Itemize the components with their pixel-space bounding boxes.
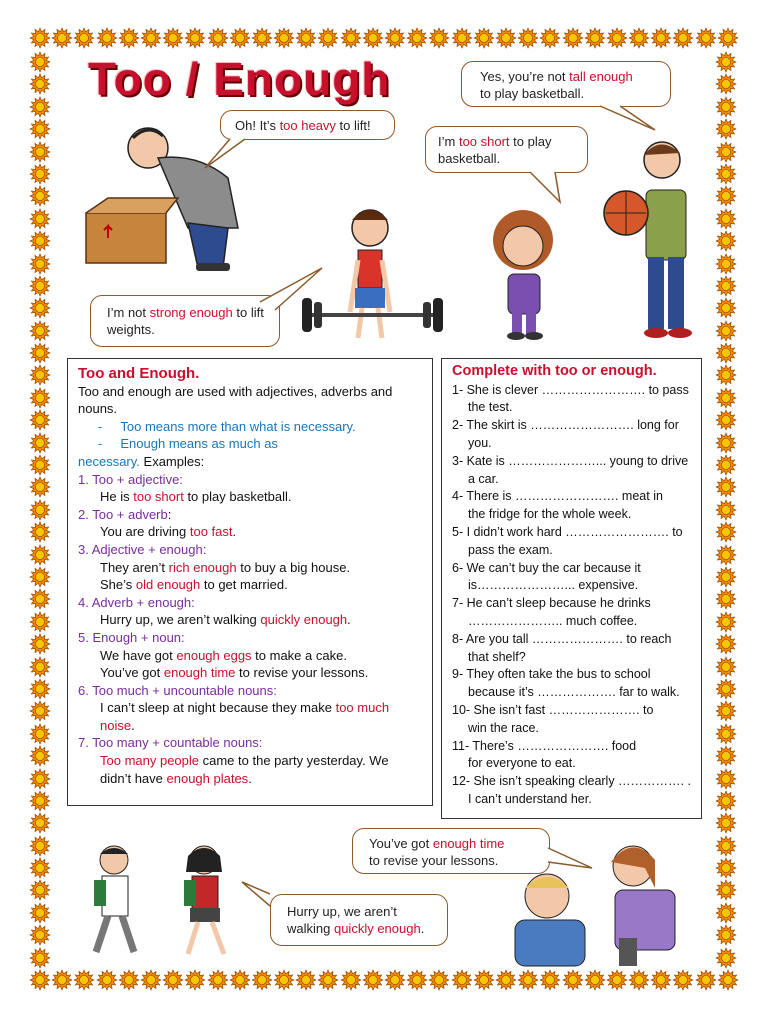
- sun-icon: [407, 970, 427, 990]
- sun-icon: [718, 970, 738, 990]
- exercise-list: [452, 382, 691, 809]
- sun-icon: [30, 388, 50, 408]
- sun-icon: [30, 769, 50, 789]
- example-text: I can’t sleep at night because they make: [100, 700, 336, 716]
- exercise-line: 12- She isn’t speaking clearly ……………. .: [452, 774, 691, 789]
- exercise-line-cont: I can’t understand her.: [468, 791, 592, 806]
- sun-icon: [30, 880, 50, 900]
- rule-label: Enough + noun:: [92, 629, 185, 645]
- sun-icon: [30, 522, 50, 542]
- bubble-strong-enough: I’m not strong enough to lift weights.: [90, 295, 280, 347]
- exercise-line: 1- She is clever ……………………. to pass: [452, 382, 689, 397]
- grammar-intro: Too and enough are used with adjectives, adverbs and nouns.: [78, 383, 393, 417]
- sun-icon: [716, 791, 736, 811]
- rule-number: 6.: [78, 682, 93, 698]
- example-text: to revise your lessons.: [235, 665, 369, 681]
- example-text: to make a cake.: [251, 647, 347, 663]
- sun-icon: [716, 97, 736, 117]
- border-top: [30, 28, 738, 50]
- sun-icon: [30, 410, 50, 430]
- example-text: Hurry up, we aren’t walking: [100, 612, 261, 628]
- sun-icon: [296, 28, 316, 48]
- sun-icon: [540, 970, 560, 990]
- definition-enough-cont: necessary. Examples:: [78, 453, 205, 469]
- rule-heading: [78, 682, 422, 700]
- sun-icon: [716, 119, 736, 139]
- exercise-line: 4- There is ……………………. meat in: [452, 489, 663, 504]
- rule-number: 1.: [78, 471, 93, 487]
- sun-icon: [30, 545, 50, 565]
- sun-icon: [696, 970, 716, 990]
- grammar-rules: [78, 471, 422, 788]
- sun-icon: [716, 343, 736, 363]
- rule-number: 7.: [78, 735, 93, 751]
- grammar-box: [67, 358, 433, 806]
- sun-icon: [585, 970, 605, 990]
- sun-icon: [185, 970, 205, 990]
- sun-icon: [385, 28, 405, 48]
- sun-icon: [30, 970, 50, 990]
- sun-icon: [716, 209, 736, 229]
- example-text: .: [232, 524, 237, 540]
- sun-icon: [716, 545, 736, 565]
- sun-icon: [30, 948, 50, 968]
- example-text: enough eggs: [176, 647, 252, 663]
- girl-thinking-illustration: [478, 202, 573, 342]
- example-text: old enough: [135, 577, 201, 593]
- example-text: quickly enough: [260, 612, 348, 628]
- sun-icon: [716, 679, 736, 699]
- sun-icon: [563, 28, 583, 48]
- rule-example: [78, 664, 422, 682]
- sun-icon: [208, 970, 228, 990]
- rule-number: 3.: [78, 541, 92, 557]
- sun-icon: [74, 28, 94, 48]
- exercise-item: [452, 488, 691, 524]
- example-text: rich enough: [168, 559, 237, 575]
- example-text: You are driving: [100, 524, 190, 540]
- sun-icon: [30, 724, 50, 744]
- example-text: .: [248, 770, 252, 786]
- rule-example: [78, 752, 422, 770]
- exercise-line: 7- He can’t sleep because he drinks: [452, 596, 651, 611]
- exercise-line: 8- Are you tall …………………. to reach: [452, 631, 672, 646]
- exercise-line-cont: is…………………... expensive.: [468, 578, 639, 593]
- example-text: didn’t have: [100, 770, 167, 786]
- sun-icon: [30, 925, 50, 945]
- sun-icon: [474, 28, 494, 48]
- sun-icon: [716, 567, 736, 587]
- border-left: [30, 52, 52, 968]
- sun-icon: [718, 28, 738, 48]
- example-text: Too many people: [100, 753, 200, 769]
- sun-icon: [30, 836, 50, 856]
- boy-basketball-illustration: [600, 135, 705, 345]
- sun-icon: [119, 28, 139, 48]
- sun-icon: [30, 298, 50, 318]
- example-text: too fast: [189, 524, 233, 540]
- rule-heading: [78, 594, 422, 612]
- example-text: came to the party yesterday. We: [199, 753, 389, 769]
- bubble-tall-enough: Yes, you’re not tall enough to play basketball.: [461, 61, 671, 107]
- sun-icon: [30, 657, 50, 677]
- sun-icon: [363, 28, 383, 48]
- sun-icon: [30, 142, 50, 162]
- sun-icon: [716, 589, 736, 609]
- sun-icon: [696, 28, 716, 48]
- bubble-tail-short: [520, 170, 570, 210]
- sun-icon: [318, 28, 338, 48]
- sun-icon: [30, 321, 50, 341]
- rule-number: 5.: [78, 629, 93, 645]
- sun-icon: [30, 746, 50, 766]
- sun-icon: [252, 970, 272, 990]
- exercise-item: [452, 631, 691, 667]
- sun-icon: [141, 970, 161, 990]
- sun-icon: [407, 28, 427, 48]
- sun-icon: [716, 657, 736, 677]
- sun-icon: [341, 28, 361, 48]
- sun-icon: [607, 970, 627, 990]
- sun-icon: [716, 365, 736, 385]
- sun-icon: [30, 343, 50, 363]
- sun-icon: [30, 52, 50, 72]
- sun-icon: [716, 858, 736, 878]
- exercise-line-cont: that shelf?: [468, 649, 526, 664]
- exercise-line: 9- They often take the bus to school: [452, 667, 651, 682]
- exercise-item: [452, 666, 691, 702]
- sun-icon: [716, 276, 736, 296]
- sun-icon: [274, 970, 294, 990]
- sun-icon: [30, 701, 50, 721]
- sun-icon: [30, 589, 50, 609]
- sun-icon: [716, 701, 736, 721]
- sun-icon: [496, 970, 516, 990]
- exercise-item: [452, 382, 691, 418]
- rule-label: Adverb + enough:: [91, 594, 195, 610]
- rule-label: Adjective + enough:: [91, 541, 207, 557]
- sun-icon: [296, 970, 316, 990]
- exercise-line: 3- Kate is …………………... young to drive: [452, 453, 689, 468]
- sun-icon: [141, 28, 161, 48]
- sun-icon: [30, 567, 50, 587]
- rule-suffix: :: [167, 506, 172, 522]
- bubble-too-heavy: Oh! It’s too heavy to lift!: [220, 110, 395, 140]
- sun-icon: [30, 813, 50, 833]
- example-text: too much: [335, 700, 390, 716]
- bubble-too-short: I’m too short to play basketball.: [425, 126, 588, 173]
- sun-icon: [716, 612, 736, 632]
- sun-icon: [230, 28, 250, 48]
- sun-icon: [716, 880, 736, 900]
- sun-icon: [651, 28, 671, 48]
- sun-icon: [607, 28, 627, 48]
- exercise-box: [441, 358, 702, 819]
- sun-icon: [651, 970, 671, 990]
- exercise-line-cont: a car.: [468, 471, 499, 486]
- sun-icon: [452, 970, 472, 990]
- sun-icon: [716, 500, 736, 520]
- sun-icon: [30, 612, 50, 632]
- sun-icon: [208, 28, 228, 48]
- definition-enough: - Enough means as much as: [98, 436, 278, 452]
- sun-icon: [30, 74, 50, 94]
- sun-icon: [30, 791, 50, 811]
- rule-example: [78, 770, 422, 788]
- sun-icon: [716, 231, 736, 251]
- sun-icon: [716, 477, 736, 497]
- exercise-line-cont: win the race.: [468, 720, 539, 735]
- exercise-line: 5- I didn’t work hard ……………………. to: [452, 524, 683, 539]
- example-text: You’ve got: [100, 665, 164, 681]
- rule-heading: [78, 629, 422, 647]
- exercise-heading: Complete with too or enough.: [452, 363, 657, 379]
- sun-icon: [30, 903, 50, 923]
- sun-icon: [585, 28, 605, 48]
- rule-heading: [78, 471, 422, 489]
- sun-icon: [496, 28, 516, 48]
- example-text: .: [131, 717, 135, 733]
- sun-icon: [452, 28, 472, 48]
- sun-icon: [629, 28, 649, 48]
- sun-icon: [429, 28, 449, 48]
- sun-icon: [716, 74, 736, 94]
- example-text: We have got: [100, 647, 177, 663]
- sun-icon: [716, 634, 736, 654]
- exercise-line: 10- She isn’t fast …………………. to: [452, 702, 654, 717]
- sun-icon: [74, 970, 94, 990]
- sun-icon: [30, 455, 50, 475]
- sun-icon: [716, 254, 736, 274]
- sun-icon: [540, 28, 560, 48]
- bubble-tail-time: [540, 840, 600, 880]
- sun-icon: [97, 970, 117, 990]
- exercise-item: [452, 702, 691, 738]
- sun-icon: [30, 477, 50, 497]
- sun-icon: [716, 746, 736, 766]
- rule-example: [78, 611, 422, 629]
- example-text: to buy a big house.: [236, 559, 351, 575]
- sun-icon: [30, 365, 50, 385]
- sun-icon: [716, 836, 736, 856]
- exercise-line-cont: for everyone to eat.: [468, 756, 576, 771]
- sun-icon: [716, 925, 736, 945]
- bubble-tail-heavy: [200, 138, 260, 178]
- sun-icon: [629, 970, 649, 990]
- bubble-enough-time: You’ve got enough time to revise your lessons.: [352, 828, 550, 874]
- exercise-line-cont: pass the exam.: [468, 542, 553, 557]
- sun-icon: [30, 858, 50, 878]
- rule-number: 2.: [78, 506, 93, 522]
- sun-icon: [716, 724, 736, 744]
- rule-example: [78, 717, 422, 735]
- sun-icon: [716, 455, 736, 475]
- exercise-line: 6- We can’t buy the car because it: [452, 560, 641, 575]
- sun-icon: [30, 679, 50, 699]
- example-text: too short: [133, 489, 184, 505]
- sun-icon: [716, 410, 736, 430]
- sun-icon: [716, 769, 736, 789]
- rule-label: Too many + countable nouns:: [92, 735, 263, 751]
- exercise-line-cont: the test.: [468, 400, 513, 415]
- sun-icon: [30, 28, 50, 48]
- sun-icon: [163, 970, 183, 990]
- exercise-item: [452, 595, 691, 631]
- sun-icon: [716, 433, 736, 453]
- sun-icon: [716, 813, 736, 833]
- sun-icon: [97, 28, 117, 48]
- kids-walking-illustration: [72, 842, 262, 964]
- exercise-line-cont: the fridge for the whole week.: [468, 507, 632, 522]
- example-text: enough plates: [166, 770, 249, 786]
- exercise-line-cont: ………………….. much coffee.: [468, 613, 638, 628]
- rule-label: Too + adverb: [92, 506, 168, 522]
- sun-icon: [363, 970, 383, 990]
- example-text: .: [347, 612, 351, 628]
- bubble-quickly-enough: Hurry up, we aren’t walking quickly enough.: [270, 894, 448, 946]
- sun-icon: [429, 970, 449, 990]
- exercise-item: [452, 453, 691, 489]
- rule-example: [78, 488, 422, 506]
- sun-icon: [341, 970, 361, 990]
- example-text: enough time: [163, 665, 236, 681]
- page-title: Too / Enough: [88, 53, 391, 105]
- sun-icon: [716, 522, 736, 542]
- sun-icon: [52, 970, 72, 990]
- rule-example: [78, 523, 422, 541]
- sun-icon: [716, 948, 736, 968]
- rule-label: Too + adjective:: [92, 471, 183, 487]
- rule-example: [78, 559, 422, 577]
- sun-icon: [252, 28, 272, 48]
- exercise-item: [452, 738, 691, 774]
- exercise-item: [452, 773, 691, 809]
- exercise-line: 11- There’s …………………. food: [452, 738, 637, 753]
- border-bottom: [30, 970, 738, 992]
- example-text: to get married.: [200, 577, 288, 593]
- example-text: She’s: [100, 577, 136, 593]
- sun-icon: [274, 28, 294, 48]
- exercise-line: 2- The skirt is ……………………. long for: [452, 418, 679, 433]
- example-text: They aren’t: [100, 559, 169, 575]
- sun-icon: [185, 28, 205, 48]
- sun-icon: [30, 231, 50, 251]
- sun-icon: [52, 28, 72, 48]
- sun-icon: [716, 142, 736, 162]
- rule-heading: [78, 506, 422, 524]
- sun-icon: [474, 970, 494, 990]
- rule-label: Too much + uncountable nouns:: [92, 682, 277, 698]
- bubble-tail-strong: [250, 262, 330, 312]
- sun-icon: [30, 209, 50, 229]
- sun-icon: [30, 254, 50, 274]
- exercise-item: [452, 560, 691, 596]
- sun-icon: [716, 321, 736, 341]
- exercise-item: [452, 417, 691, 453]
- sun-icon: [716, 186, 736, 206]
- sun-icon: [716, 52, 736, 72]
- sun-icon: [30, 276, 50, 296]
- sun-icon: [716, 164, 736, 184]
- grammar-heading: Too and Enough.: [78, 365, 200, 382]
- sun-icon: [673, 970, 693, 990]
- sun-icon: [30, 500, 50, 520]
- sun-icon: [163, 28, 183, 48]
- sun-icon: [30, 119, 50, 139]
- rule-example: [78, 576, 422, 594]
- example-text: noise: [100, 717, 132, 733]
- sun-icon: [119, 970, 139, 990]
- exercise-line-cont: because it’s ………………. far to walk.: [468, 685, 680, 700]
- rule-number: 4.: [78, 594, 92, 610]
- sun-icon: [716, 903, 736, 923]
- sun-icon: [30, 97, 50, 117]
- sun-icon: [30, 433, 50, 453]
- rule-heading: [78, 541, 422, 559]
- exercise-item: [452, 524, 691, 560]
- example-text: to play basketball.: [183, 489, 292, 505]
- sun-icon: [30, 634, 50, 654]
- sun-icon: [318, 970, 338, 990]
- sun-icon: [716, 388, 736, 408]
- example-text: He is: [100, 489, 134, 505]
- rule-example: [78, 699, 422, 717]
- sun-icon: [230, 970, 250, 990]
- exercise-line-cont: you.: [468, 435, 492, 450]
- rule-heading: [78, 734, 422, 752]
- sun-icon: [716, 298, 736, 318]
- sun-icon: [518, 970, 538, 990]
- sun-icon: [30, 164, 50, 184]
- bubble-tail-hurry: [240, 880, 280, 910]
- definition-too: - Too means more than what is necessary.: [98, 418, 356, 434]
- border-right: [716, 52, 738, 968]
- rule-example: [78, 647, 422, 665]
- sun-icon: [563, 970, 583, 990]
- sun-icon: [385, 970, 405, 990]
- sun-icon: [30, 186, 50, 206]
- sun-icon: [673, 28, 693, 48]
- sun-icon: [518, 28, 538, 48]
